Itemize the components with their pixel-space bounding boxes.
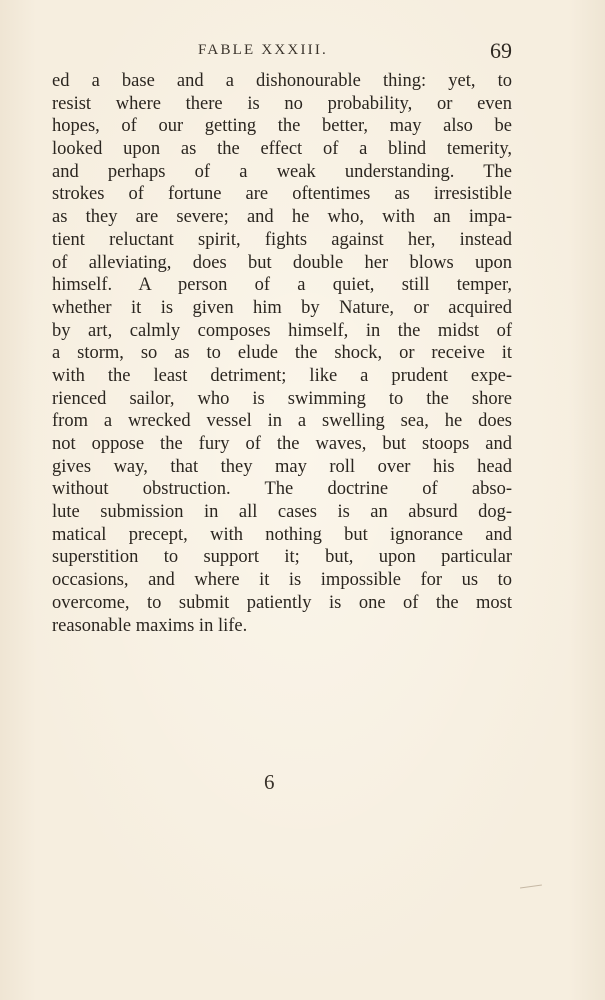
- text-line: tient reluctant spirit, fights against her, instead: [52, 229, 512, 250]
- text-line: rienced sailor, who is swimming to the shore: [52, 388, 512, 409]
- text-line: superstition to support it; but, upon particular: [52, 547, 512, 568]
- text-line-last: reasonable maxims in life.: [52, 615, 248, 636]
- text-line: resist where there is no probability, or even: [52, 93, 512, 114]
- body-text: [52, 70, 512, 637]
- text-line: overcome, to submit patiently is one of the most: [52, 592, 512, 613]
- page-number: 69: [490, 38, 512, 63]
- running-head: [52, 38, 512, 66]
- text-line: looked upon as the effect of a blind temerity,: [52, 139, 512, 160]
- page-edge-mark: [520, 884, 542, 888]
- text-line: hopes, of our getting the better, may also be: [52, 116, 512, 137]
- text-line: himself. A person of a quiet, still temper,: [52, 275, 512, 296]
- text-line: ed a base and a dishonourable thing: yet, to: [52, 71, 512, 91]
- text-line: not oppose the fury of the waves, but stoops and: [52, 434, 512, 454]
- text-line: as they are severe; and he who, with an impa-: [52, 207, 512, 228]
- text-line: and perhaps of a weak understanding. The: [52, 161, 512, 182]
- running-title: FABLE XXXIII.: [198, 42, 328, 58]
- text-line: by art, calmly composes himself, in the midst of: [52, 320, 512, 341]
- text-line: whether it is given him by Nature, or acquired: [52, 297, 512, 318]
- text-line: from a wrecked vessel in a swelling sea, he does: [52, 411, 512, 432]
- text-line: a storm, so as to elude the shock, or receive it: [52, 343, 512, 364]
- text-line: strokes of fortune are oftentimes as irresistible: [52, 184, 512, 205]
- text-line: gives way, that they may roll over his head: [52, 456, 512, 477]
- text-line: with the least detriment; like a prudent expe-: [52, 365, 512, 386]
- text-line: without obstruction. The doctrine of abso-: [52, 479, 512, 500]
- text-line: occasions, and where it is impossible for us to: [52, 570, 512, 591]
- text-line: lute submission in all cases is an absurd dog-: [52, 502, 512, 523]
- signature-mark: 6: [264, 770, 275, 794]
- text-line: matical precept, with nothing but ignorance and: [52, 524, 512, 545]
- text-line: of alleviating, does but double her blows upon: [52, 252, 512, 273]
